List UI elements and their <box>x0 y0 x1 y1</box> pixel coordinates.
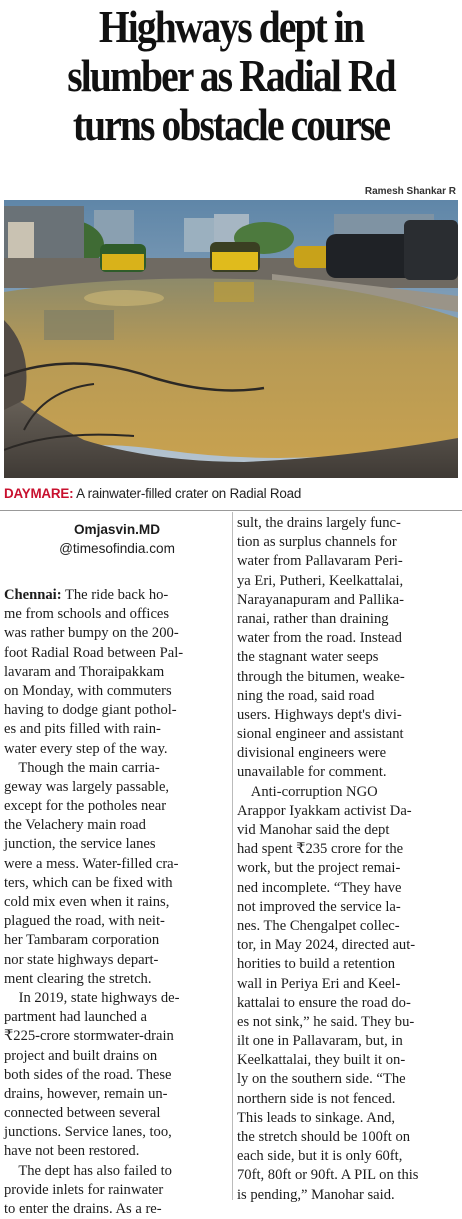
body-text: ters, which can be fixed with <box>4 874 173 891</box>
body-line: ya Eri, Putheri, Keelkattalai, <box>237 572 404 589</box>
body-text: drains, however, remain un- <box>4 1085 168 1102</box>
body-line <box>4 970 230 989</box>
body-line <box>4 759 230 778</box>
body-text: on Monday, with commuters <box>4 682 172 699</box>
body-line <box>4 874 230 893</box>
body-text: junction, the service lanes <box>4 836 156 853</box>
body-line: es not sink,” he said. They bu- <box>237 1013 415 1030</box>
body-line <box>4 720 230 739</box>
body-text: were a mess. Water-filled cra- <box>4 855 179 872</box>
body-line: This leads to sinkage. And, <box>237 1109 396 1126</box>
body-line: tor, in May 2024, directed aut- <box>237 937 416 954</box>
body-line <box>4 663 230 682</box>
body-line: Anti-corruption NGO <box>237 783 378 800</box>
body-line <box>4 1200 230 1219</box>
body-text: In 2019, state highways de- <box>4 989 180 1006</box>
caption-kicker: DAYMARE: <box>4 486 74 501</box>
body-line: tion as surplus channels for <box>237 534 397 551</box>
body-text: except for the potholes near <box>4 798 167 815</box>
body-line <box>4 740 230 759</box>
body-line: divisional engineers were <box>237 745 387 762</box>
body-text: The dept has also failed to <box>4 1162 172 1179</box>
flooded-road-image <box>4 200 458 478</box>
body-line <box>4 1123 230 1142</box>
body-text: cold mix even when it rains, <box>4 894 170 910</box>
body-text: connected between several <box>4 1105 161 1122</box>
body-line <box>4 912 230 931</box>
body-text: to enter the drains. As a re- <box>4 1201 162 1217</box>
caption-divider <box>0 510 462 511</box>
body-line <box>4 586 230 605</box>
body-line: is pending,” Manohar said. <box>237 1186 395 1203</box>
photo-caption <box>4 486 458 501</box>
caption-text: A rainwater-filled crater on Radial Road <box>73 486 302 501</box>
body-line: work, but the project remai- <box>237 860 401 877</box>
author-org: @timesofindia.com <box>59 541 175 556</box>
body-text: nor state highways depart- <box>4 951 159 968</box>
headline <box>0 0 462 149</box>
headline-line-1: Highways dept in <box>98 1 364 52</box>
body-text: provide inlets for rainwater <box>4 1181 164 1198</box>
dateline: Chennai: <box>4 587 62 603</box>
body-text: plagued the road, with neit- <box>4 913 165 930</box>
body-line <box>4 1085 230 1104</box>
body-line <box>4 1142 230 1161</box>
body-text: lavaram and Thoraipakkam <box>4 663 165 680</box>
body-text: the Velachery main road <box>4 817 146 834</box>
body-text: her Tambaram corporation <box>4 932 160 949</box>
body-line: the stretch should be 100ft on <box>237 1129 411 1145</box>
body-text: junctions. Service lanes, too, <box>4 1124 172 1141</box>
body-line: horities to build a retention <box>237 956 396 973</box>
body-line <box>4 951 230 970</box>
body-line <box>4 797 230 816</box>
body-text: was rather bumpy on the 200- <box>4 625 179 642</box>
body-line: unavailable for comment. <box>237 764 387 781</box>
body-line <box>4 778 230 797</box>
body-line <box>4 701 230 720</box>
body-line: kattalai to ensure the road do- <box>237 994 411 1011</box>
body-text: have not been restored. <box>4 1143 140 1160</box>
body-line: sult, the drains largely func- <box>237 515 401 531</box>
body-line <box>4 1066 230 1085</box>
body-line: Narayanapuram and Pallika- <box>237 591 404 608</box>
body-line <box>4 1104 230 1123</box>
body-line: Arappor Iyakkam activist Da- <box>237 802 412 819</box>
body-line: ned incomplete. “They have <box>237 879 402 896</box>
body-line <box>4 931 230 950</box>
body-line: ly on the southern side. “The <box>237 1071 406 1088</box>
body-line: sional engineer and assistant <box>237 726 404 743</box>
body-text: es and pits filled with rain- <box>4 721 161 738</box>
left-column <box>4 514 230 1219</box>
body-line <box>4 1027 230 1046</box>
right-column-body <box>237 514 462 1205</box>
body-line: nes. The Chengalpet collec- <box>237 917 400 934</box>
body-line: water from the road. Instead <box>237 630 402 647</box>
body-text: having to dodge giant pothol- <box>4 702 177 719</box>
body-text: The ride back ho- <box>61 587 169 603</box>
body-line: wall in Periya Eri and Keel- <box>237 975 401 992</box>
body-text: both sides of the road. These <box>4 1066 172 1083</box>
body-line: not improved the service la- <box>237 898 401 915</box>
photo-credit: Ramesh Shankar R <box>364 186 456 197</box>
body-line: 70ft, 80ft or 90ft. A PIL on this <box>237 1167 419 1184</box>
author-name: Omjasvin.MD <box>73 522 161 537</box>
body-line <box>4 1181 230 1200</box>
body-line: the stagnant water seeps <box>237 649 379 666</box>
right-column <box>237 514 462 1205</box>
author-block <box>4 520 230 558</box>
body-line: through the bitumen, weake- <box>237 668 405 685</box>
body-text: project and built drains on <box>4 1047 158 1064</box>
body-line <box>4 644 230 663</box>
body-text: Though the main carria- <box>4 759 160 776</box>
body-line: ilt one in Pallavaram, but, in <box>237 1033 403 1050</box>
body-text: water every step of the way. <box>4 740 168 757</box>
body-line: had spent ₹235 crore for the <box>237 841 404 858</box>
headline-line-2: slumber as Radial Rd <box>67 50 395 101</box>
body-text: me from schools and offices <box>4 606 170 623</box>
body-line <box>4 816 230 835</box>
body-line: water from Pallavaram Peri- <box>237 553 403 570</box>
body-line <box>4 1162 230 1181</box>
body-line <box>4 835 230 854</box>
column-divider <box>232 512 233 1200</box>
body-text: geway was largely passable, <box>4 778 170 795</box>
body-line <box>4 893 230 912</box>
body-line <box>4 1008 230 1027</box>
body-text: foot Radial Road between Pal- <box>4 644 184 661</box>
body-line: northern side is not fenced. <box>237 1090 396 1107</box>
body-line <box>4 605 230 624</box>
body-line <box>4 1047 230 1066</box>
body-line: users. Highways dept's divi- <box>237 706 402 723</box>
body-line <box>4 855 230 874</box>
body-line <box>4 624 230 643</box>
body-line: Keelkattalai, they built it on- <box>237 1052 406 1069</box>
body-line: each side, but it is only 60ft, <box>237 1148 403 1165</box>
body-text: ₹225-crore stormwater-drain <box>4 1028 174 1045</box>
body-line <box>4 682 230 701</box>
body-text: partment had launched a <box>4 1009 148 1026</box>
left-column-body <box>4 586 230 1219</box>
news-photo <box>4 200 458 478</box>
headline-line-3: turns obstacle course <box>72 99 390 150</box>
body-line: vid Manohar said the dept <box>237 822 390 838</box>
body-line: ranai, rather than draining <box>237 610 389 627</box>
body-line: ning the road, said road <box>237 687 375 704</box>
body-line <box>4 989 230 1008</box>
body-text: ment clearing the stretch. <box>4 970 152 987</box>
